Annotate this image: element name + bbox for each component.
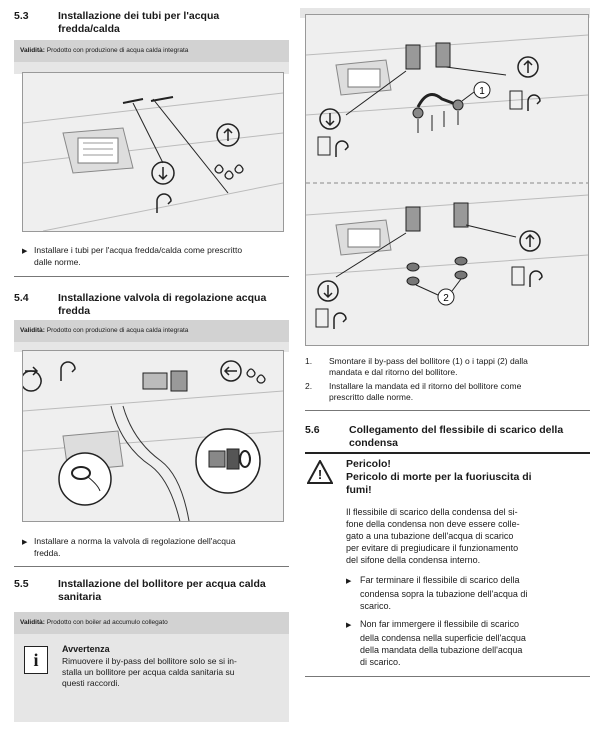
- water-pipes-illustration: [23, 73, 283, 231]
- note-box: [14, 634, 289, 722]
- danger-heading: Pericolo! Pericolo di morte per la fuoriuscita di fumi!: [346, 458, 532, 496]
- danger-paragraph: Il flessibile di scarico della condensa del si- fone della condensa non deve essere colle- gato a una tubazione dell'acqua di scarico per evitare di pregiudicare il funzionamento del sifone della condensa interno.: [346, 507, 520, 565]
- divider: [305, 676, 590, 677]
- list-item: 2. Installare la mandata ed il ritorno del bollitore come prescritto dalle norme.: [305, 381, 522, 402]
- section-5-4-title: Installazione valvola di regolazione acqua fredda: [58, 292, 267, 317]
- section-5-5-number: 5.5: [14, 578, 29, 590]
- section-5-3-title: Installazione dei tubi per l'acqua fredda/calda: [58, 10, 220, 35]
- boiler-connections-illustration: [306, 15, 588, 345]
- bullet-arrow-icon: ▶: [22, 248, 28, 255]
- bullet-install-pipes: ▶ Installare i tubi per l'acqua fredda/calda come prescritto dalle norme.: [22, 245, 243, 267]
- bullet-hose-above: ▶ Far terminare il flessibile di scarico della condensa sopra la tubazione dell'acqua di scarico.: [346, 575, 528, 611]
- callout-2: 2: [443, 293, 449, 304]
- figure-boiler-connections: [305, 14, 589, 346]
- steps-list: [305, 356, 590, 403]
- bullet-arrow-icon: ▶: [346, 578, 352, 585]
- warning-triangle-icon: !: [307, 460, 333, 484]
- bullet-arrow-icon: ▶: [346, 622, 352, 629]
- note-text: Rimuovere il by-pass del bollitore solo se si in- stalla un bollitore per acqua calda sanitaria su questi raccordi.: [62, 656, 237, 688]
- divider: [14, 566, 289, 567]
- figure-cold-water-valve: [22, 350, 284, 522]
- danger-top-rule: [305, 452, 590, 454]
- section-5-3-number: 5.3: [14, 10, 29, 22]
- divider: [14, 276, 289, 277]
- validity-banner-5-5: Validità: Prodotto con boiler ad accumulo collegato: [14, 612, 289, 634]
- bullet-install-valve: ▶ Installare a norma la valvola di regolazione dell'acqua fredda.: [22, 536, 236, 558]
- note-heading: Avvertenza: [62, 644, 110, 654]
- divider: [305, 410, 590, 411]
- validity-banner-5-3: Validità: Prodotto con produzione di acqua calda integrata: [14, 40, 289, 62]
- info-icon: i: [24, 646, 48, 674]
- section-5-6-title: Collegamento del flessibile di scarico della condensa: [349, 424, 564, 449]
- bullet-hose-not-immerse: ▶ Non far immergere il flessibile di scarico della condensa nella superficie dell'acqua della mandata della tubazione dell'acqua di scarico.: [346, 619, 526, 667]
- figure-water-pipes: [22, 72, 284, 232]
- cold-water-valve-illustration: [23, 351, 283, 521]
- section-5-6-number: 5.6: [305, 424, 320, 436]
- validity-banner-5-4: Validità: Prodotto con produzione di acqua calda integrata: [14, 320, 289, 342]
- callout-1: 1: [479, 86, 485, 97]
- section-5-4-number: 5.4: [14, 292, 29, 304]
- section-5-5-title: Installazione del bollitore per acqua calda sanitaria: [58, 578, 266, 603]
- bullet-arrow-icon: ▶: [22, 539, 28, 546]
- list-item: 1. Smontare il by-pass del bollitore (1) o i tappi (2) dalla mandata e dal ritorno del bollitore.: [305, 356, 528, 377]
